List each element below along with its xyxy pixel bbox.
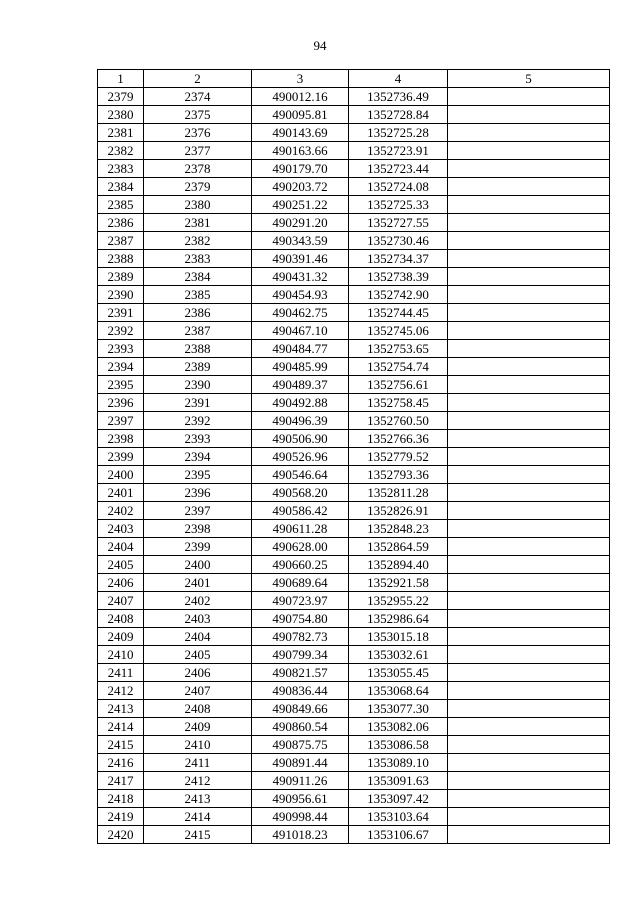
table-cell: 490484.77 (252, 340, 349, 358)
table-cell: 1352723.44 (349, 160, 448, 178)
table-cell: 1352811.28 (349, 484, 448, 502)
table-cell (448, 322, 610, 340)
table-cell: 490782.73 (252, 628, 349, 646)
table-cell: 2390 (98, 286, 144, 304)
table-cell: 490496.39 (252, 412, 349, 430)
table-cell: 490891.44 (252, 754, 349, 772)
table-row (98, 286, 610, 304)
table-cell: 2377 (144, 142, 252, 160)
table-cell: 2417 (98, 772, 144, 790)
table-cell: 2411 (98, 664, 144, 682)
table-cell: 1353068.64 (349, 682, 448, 700)
table-cell: 490492.88 (252, 394, 349, 412)
table-cell: 2409 (144, 718, 252, 736)
table-row (98, 466, 610, 484)
table-cell: 490143.69 (252, 124, 349, 142)
table-cell: 1353091.63 (349, 772, 448, 790)
table-cell (448, 700, 610, 718)
table-cell: 1352730.46 (349, 232, 448, 250)
table-cell (448, 412, 610, 430)
table-cell: 490391.46 (252, 250, 349, 268)
table-cell: 490095.81 (252, 106, 349, 124)
column-header: 1 (98, 70, 144, 88)
table-row (98, 700, 610, 718)
table-cell: 1352724.08 (349, 178, 448, 196)
table-cell (448, 358, 610, 376)
table-cell (448, 646, 610, 664)
table-cell: 1352955.22 (349, 592, 448, 610)
table-cell: 1352725.33 (349, 196, 448, 214)
table-cell (448, 664, 610, 682)
table-cell: 490343.59 (252, 232, 349, 250)
table-cell: 2382 (98, 142, 144, 160)
table-row (98, 520, 610, 538)
table-cell: 1352766.36 (349, 430, 448, 448)
table-cell: 490546.64 (252, 466, 349, 484)
table-row (98, 538, 610, 556)
column-header: 4 (349, 70, 448, 88)
table-cell: 490568.20 (252, 484, 349, 502)
table-cell: 1353103.64 (349, 808, 448, 826)
table-cell: 2406 (144, 664, 252, 682)
table-cell: 1352738.39 (349, 268, 448, 286)
table-cell (448, 808, 610, 826)
table-cell: 2401 (144, 574, 252, 592)
table-cell: 2403 (144, 610, 252, 628)
table-cell: 2407 (98, 592, 144, 610)
table-cell: 490163.66 (252, 142, 349, 160)
table-cell: 490660.25 (252, 556, 349, 574)
table-row (98, 142, 610, 160)
table-cell (448, 232, 610, 250)
table-cell (448, 826, 610, 844)
page-number: 94 (313, 38, 327, 53)
table-cell: 490911.26 (252, 772, 349, 790)
table-cell: 1353086.58 (349, 736, 448, 754)
table-cell: 2388 (144, 340, 252, 358)
table-cell: 2392 (98, 322, 144, 340)
table-cell: 2416 (98, 754, 144, 772)
table-cell: 2397 (144, 502, 252, 520)
table-cell: 490849.66 (252, 700, 349, 718)
table-row (98, 196, 610, 214)
table-cell: 490628.00 (252, 538, 349, 556)
table-cell: 490754.80 (252, 610, 349, 628)
table-cell: 1352756.61 (349, 376, 448, 394)
table-cell: 2407 (144, 682, 252, 700)
table-cell: 2392 (144, 412, 252, 430)
table-cell: 490012.16 (252, 88, 349, 106)
table-cell (448, 142, 610, 160)
table-cell: 490506.90 (252, 430, 349, 448)
table-row (98, 826, 610, 844)
table-row (98, 268, 610, 286)
table-cell: 2375 (144, 106, 252, 124)
table-cell: 490611.28 (252, 520, 349, 538)
table-row (98, 358, 610, 376)
table-cell: 1352727.55 (349, 214, 448, 232)
table-body (98, 88, 610, 844)
table-cell: 1353097.42 (349, 790, 448, 808)
table-row (98, 664, 610, 682)
table-cell (448, 682, 610, 700)
table-cell: 1353077.30 (349, 700, 448, 718)
table-row (98, 574, 610, 592)
table-row (98, 484, 610, 502)
table-cell: 490489.37 (252, 376, 349, 394)
table-cell: 2399 (144, 538, 252, 556)
table-cell: 1352728.84 (349, 106, 448, 124)
table-row (98, 124, 610, 142)
table-cell (448, 484, 610, 502)
table-cell (448, 502, 610, 520)
table-cell (448, 520, 610, 538)
table-cell: 2415 (98, 736, 144, 754)
table-row (98, 448, 610, 466)
table-cell: 2374 (144, 88, 252, 106)
table-cell: 2385 (98, 196, 144, 214)
table-cell: 490586.42 (252, 502, 349, 520)
table-cell: 2379 (144, 178, 252, 196)
table-row (98, 592, 610, 610)
table-cell: 1353032.61 (349, 646, 448, 664)
table-cell (448, 430, 610, 448)
table-cell: 2401 (98, 484, 144, 502)
table-cell: 1352758.45 (349, 394, 448, 412)
column-header: 5 (448, 70, 610, 88)
coordinates-table (97, 69, 610, 844)
table-cell: 2378 (144, 160, 252, 178)
table-cell: 2380 (144, 196, 252, 214)
table-row (98, 628, 610, 646)
table-cell: 1352921.58 (349, 574, 448, 592)
table-cell: 2389 (144, 358, 252, 376)
table-cell (448, 448, 610, 466)
table-row (98, 502, 610, 520)
table-header-row (98, 70, 610, 88)
table-cell (448, 772, 610, 790)
table-cell: 2415 (144, 826, 252, 844)
table-cell: 2391 (144, 394, 252, 412)
table-cell: 1352826.91 (349, 502, 448, 520)
table-cell: 2405 (144, 646, 252, 664)
table-cell: 1352725.28 (349, 124, 448, 142)
table-cell: 490467.10 (252, 322, 349, 340)
table-cell: 2412 (98, 682, 144, 700)
column-header: 2 (144, 70, 252, 88)
table-cell: 1352745.06 (349, 322, 448, 340)
table-row (98, 106, 610, 124)
table-cell: 490179.70 (252, 160, 349, 178)
table-cell: 490836.44 (252, 682, 349, 700)
table-row (98, 214, 610, 232)
table-cell (448, 592, 610, 610)
table-cell: 2397 (98, 412, 144, 430)
table-cell: 2410 (144, 736, 252, 754)
table-cell: 490526.96 (252, 448, 349, 466)
table-cell: 2383 (98, 160, 144, 178)
table-cell (448, 88, 610, 106)
table-cell: 2395 (98, 376, 144, 394)
table-cell (448, 178, 610, 196)
table-row (98, 232, 610, 250)
table-cell: 2396 (98, 394, 144, 412)
table-cell: 1353055.45 (349, 664, 448, 682)
table-cell (448, 610, 610, 628)
table-cell: 1352793.36 (349, 466, 448, 484)
table-cell: 2412 (144, 772, 252, 790)
table-cell: 490723.97 (252, 592, 349, 610)
table-row (98, 646, 610, 664)
table-cell: 2389 (98, 268, 144, 286)
table-cell: 2408 (144, 700, 252, 718)
table-row (98, 88, 610, 106)
table-cell (448, 160, 610, 178)
table-cell: 2381 (98, 124, 144, 142)
table-cell: 2381 (144, 214, 252, 232)
table-cell: 2420 (98, 826, 144, 844)
table-row (98, 412, 610, 430)
table-cell: 2396 (144, 484, 252, 502)
table-cell: 1353015.18 (349, 628, 448, 646)
table-cell: 2408 (98, 610, 144, 628)
table-row (98, 160, 610, 178)
table-cell: 490821.57 (252, 664, 349, 682)
column-header: 3 (252, 70, 349, 88)
table-cell (448, 250, 610, 268)
table-cell: 1352848.23 (349, 520, 448, 538)
table-cell: 2414 (144, 808, 252, 826)
table-cell: 1352736.49 (349, 88, 448, 106)
table-cell (448, 214, 610, 232)
table-cell: 2406 (98, 574, 144, 592)
table-row (98, 754, 610, 772)
table-cell: 490998.44 (252, 808, 349, 826)
table-row (98, 430, 610, 448)
table-cell: 2400 (98, 466, 144, 484)
table-cell (448, 790, 610, 808)
table-cell: 1352734.37 (349, 250, 448, 268)
table-row (98, 322, 610, 340)
table-row (98, 178, 610, 196)
table-cell: 2404 (144, 628, 252, 646)
table-row (98, 250, 610, 268)
table-cell: 490431.32 (252, 268, 349, 286)
table-cell: 2402 (144, 592, 252, 610)
table-cell: 1353082.06 (349, 718, 448, 736)
table-cell: 2410 (98, 646, 144, 664)
table-cell: 2402 (98, 502, 144, 520)
table-cell: 2411 (144, 754, 252, 772)
table-cell: 1353089.10 (349, 754, 448, 772)
table-row (98, 772, 610, 790)
table-cell: 2382 (144, 232, 252, 250)
table-cell: 2395 (144, 466, 252, 484)
table-cell: 1352779.52 (349, 448, 448, 466)
table-cell: 2379 (98, 88, 144, 106)
table-cell: 2385 (144, 286, 252, 304)
table-cell: 2386 (144, 304, 252, 322)
table-cell: 2394 (98, 358, 144, 376)
table-cell: 2393 (98, 340, 144, 358)
table-cell: 2393 (144, 430, 252, 448)
table-cell (448, 124, 610, 142)
table-cell: 2384 (144, 268, 252, 286)
table-cell (448, 556, 610, 574)
table-cell: 2394 (144, 448, 252, 466)
table-row (98, 682, 610, 700)
table-cell: 1352894.40 (349, 556, 448, 574)
table-cell: 2387 (98, 232, 144, 250)
table-cell: 1352864.59 (349, 538, 448, 556)
table-cell: 2383 (144, 250, 252, 268)
table-cell: 490454.93 (252, 286, 349, 304)
table-row (98, 808, 610, 826)
table-cell: 2384 (98, 178, 144, 196)
table-cell: 2380 (98, 106, 144, 124)
table-cell (448, 106, 610, 124)
table-cell: 1353106.67 (349, 826, 448, 844)
table-cell: 1352760.50 (349, 412, 448, 430)
table-cell (448, 574, 610, 592)
table-cell: 490860.54 (252, 718, 349, 736)
table-cell: 2409 (98, 628, 144, 646)
table-cell: 490799.34 (252, 646, 349, 664)
table-cell (448, 286, 610, 304)
table-cell: 490485.99 (252, 358, 349, 376)
table-cell: 1352744.45 (349, 304, 448, 322)
table-row (98, 718, 610, 736)
table-row (98, 304, 610, 322)
table-cell: 2398 (144, 520, 252, 538)
table-cell: 2399 (98, 448, 144, 466)
table-cell: 1352723.91 (349, 142, 448, 160)
table-row (98, 736, 610, 754)
table-cell: 490875.75 (252, 736, 349, 754)
table-cell (448, 340, 610, 358)
table-cell: 2400 (144, 556, 252, 574)
table-cell: 2388 (98, 250, 144, 268)
table-cell (448, 304, 610, 322)
table-row (98, 340, 610, 358)
table-cell: 2414 (98, 718, 144, 736)
table-cell: 2413 (98, 700, 144, 718)
table-cell: 2413 (144, 790, 252, 808)
table-cell: 2398 (98, 430, 144, 448)
table-cell: 2405 (98, 556, 144, 574)
table-cell: 2391 (98, 304, 144, 322)
table-cell: 2418 (98, 790, 144, 808)
table-cell (448, 196, 610, 214)
table-cell (448, 466, 610, 484)
table-cell: 490956.61 (252, 790, 349, 808)
table-row (98, 376, 610, 394)
table-cell (448, 268, 610, 286)
table-cell (448, 718, 610, 736)
table-cell: 2419 (98, 808, 144, 826)
table-cell: 2390 (144, 376, 252, 394)
table-cell: 1352753.65 (349, 340, 448, 358)
table-cell: 2404 (98, 538, 144, 556)
table-cell: 2403 (98, 520, 144, 538)
table-cell: 1352754.74 (349, 358, 448, 376)
table-cell: 490251.22 (252, 196, 349, 214)
table-cell (448, 754, 610, 772)
table-cell (448, 394, 610, 412)
table-row (98, 610, 610, 628)
table-cell: 490689.64 (252, 574, 349, 592)
table-cell (448, 628, 610, 646)
table-row (98, 394, 610, 412)
table-cell: 2376 (144, 124, 252, 142)
table-cell: 490203.72 (252, 178, 349, 196)
table-cell: 490462.75 (252, 304, 349, 322)
table-row (98, 790, 610, 808)
table-row (98, 556, 610, 574)
table-cell: 1352986.64 (349, 610, 448, 628)
table-cell: 1352742.90 (349, 286, 448, 304)
table-cell (448, 538, 610, 556)
table-cell (448, 736, 610, 754)
table-cell (448, 376, 610, 394)
table-cell: 490291.20 (252, 214, 349, 232)
table-cell: 2387 (144, 322, 252, 340)
table-cell: 491018.23 (252, 826, 349, 844)
table-cell: 2386 (98, 214, 144, 232)
